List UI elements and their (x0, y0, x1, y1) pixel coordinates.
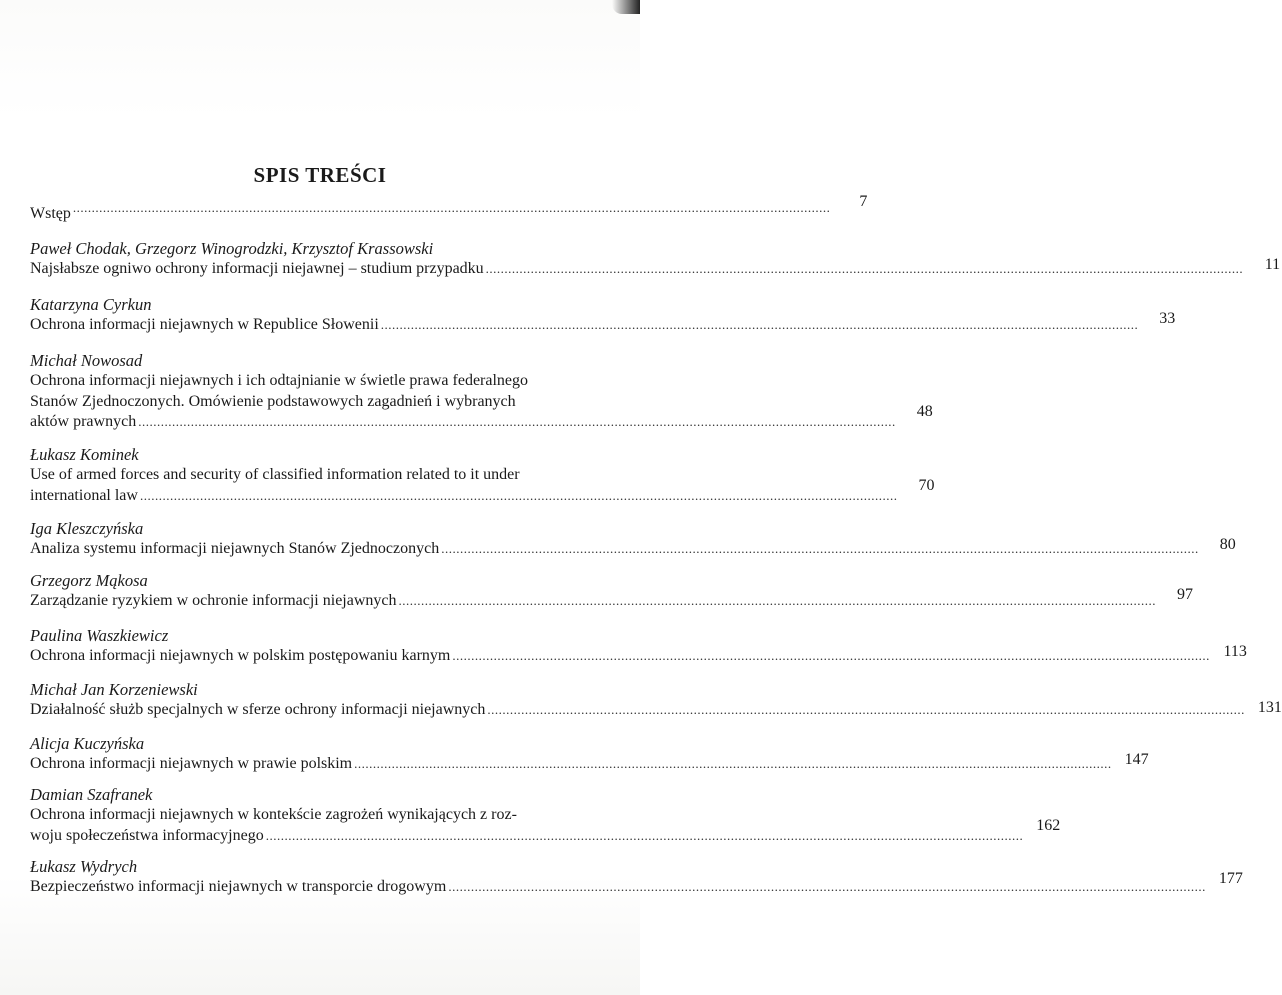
toc-author: Paweł Chodak, Grzegorz Winogrodzki, Krzysztof Krassowski (30, 239, 434, 258)
page-number: 7 (859, 193, 868, 210)
toc-author: Katarzyna Cyrkun (30, 295, 152, 314)
toc-line (30, 193, 868, 225)
toc-line: Ochrona informacji niejawnych w kontekście zagrożeń wynikających z roz- (30, 806, 517, 823)
toc-line (30, 751, 1149, 775)
scan-shadow (612, 0, 640, 14)
toc-author: Łukasz Wydrych (30, 857, 138, 876)
leader-dots: .......................................................................................................................................................................................................... (72, 200, 831, 215)
leader-dots: .......................................................................................................................................................................................................... (441, 541, 1199, 556)
toc-title: Zarządzanie ryzykiem w ochronie informacji niejawnych (30, 592, 397, 609)
toc-title: Najsłabsze ogniwo ochrony informacji niejawnej – studium przypadku (30, 260, 484, 277)
leader-dots: .......................................................................................................................................................................................................... (452, 648, 1210, 663)
toc-line (30, 476, 935, 507)
toc-line (30, 816, 1061, 847)
toc-entry-makosa[interactable] (30, 571, 1193, 612)
page-number: 162 (1036, 816, 1061, 834)
page-number: 33 (1159, 310, 1176, 327)
leader-dots: .......................................................................................................................................................................................................... (265, 827, 1024, 843)
leader-dots: .......................................................................................................................................................................................................... (448, 879, 1206, 894)
toc-entry-kominek[interactable] (30, 445, 935, 506)
toc-entry-intro[interactable] (30, 193, 868, 225)
page-number: 11 (1264, 256, 1281, 273)
leader-dots: .......................................................................................................................................................................................................... (138, 414, 896, 429)
toc-entry-szafranek[interactable] (30, 785, 1061, 846)
leader-dots: .......................................................................................................................................................................................................... (380, 317, 1139, 332)
leader-dots: .......................................................................................................................................................................................................... (354, 756, 1112, 771)
toc-line (30, 586, 1193, 612)
toc-author: Paulina Waszkiewicz (30, 626, 169, 645)
toc-line (30, 699, 1282, 721)
toc-entry-waszkiewicz[interactable] (30, 626, 1247, 667)
leader-dots: .......................................................................................................................................................................................................... (398, 593, 1156, 608)
toc-line (30, 643, 1247, 667)
page-number: 113 (1223, 643, 1247, 660)
toc-title: Analiza systemu informacji niejawnych Stanów Zjednoczonych (30, 540, 440, 557)
toc-author: Michał Jan Korzeniewski (30, 680, 198, 699)
leader-dots: .......................................................................................................................................................................................................... (139, 487, 898, 503)
toc-line (30, 870, 1243, 898)
toc-line (30, 536, 1236, 560)
toc-entry-nowosad[interactable] (30, 351, 933, 433)
toc-title: Bezpieczeństwo informacji niejawnych w transporcie drogowym (30, 878, 447, 895)
toc-title: Ochrona informacji niejawnych w Republice Słowenii (30, 316, 379, 333)
page-number: 97 (1177, 586, 1193, 603)
toc-title: Ochrona informacji niejawnych w polskim postępowaniu karnym (30, 647, 451, 664)
page-number: 70 (918, 476, 935, 494)
toc-entry-korzeniewski[interactable] (30, 680, 1282, 721)
toc-author: Michał Nowosad (30, 351, 143, 370)
toc-title: international law (30, 486, 138, 504)
toc-author: Damian Szafranek (30, 785, 153, 804)
toc-author: Łukasz Kominek (30, 445, 139, 464)
toc-author: Iga Kleszczyńska (30, 519, 144, 538)
toc-entry-kleszczynska[interactable] (30, 519, 1236, 560)
leader-dots: .......................................................................................................................................................................................................... (485, 261, 1244, 276)
toc-line: Ochrona informacji niejawnych i ich odtajnianie w świetle prawa federalnego (30, 372, 529, 389)
toc-title: Działalność służb specjalnych w sferze ochrony informacji niejawnych (30, 701, 486, 718)
toc-line (30, 310, 1176, 336)
toc-author: Alicja Kuczyńska (30, 734, 145, 753)
toc-line (30, 256, 1281, 280)
toc-title: Ochrona informacji niejawnych w prawie polskim (30, 755, 353, 772)
toc-line (30, 403, 933, 433)
toc-entry-wydrych[interactable] (30, 857, 1243, 898)
page-number: 80 (1219, 536, 1236, 553)
page-number: 147 (1124, 751, 1149, 768)
page-number: 131 (1257, 699, 1282, 716)
toc-line: Use of armed forces and security of classified information related to it under (30, 466, 520, 483)
page-number: 48 (916, 403, 933, 420)
page-number: 177 (1218, 870, 1243, 887)
toc-author: Grzegorz Mąkosa (30, 571, 148, 590)
page-title: SPIS TREŚCI (253, 163, 387, 187)
toc-title: aktów prawnych (30, 413, 137, 430)
toc-line: Stanów Zjednoczonych. Omówienie podstawowych zagadnień i wybranych (30, 392, 516, 410)
toc-entry-kuczynska[interactable] (30, 734, 1149, 775)
leader-dots: .......................................................................................................................................................................................................... (487, 702, 1245, 717)
toc-title: Wstęp (30, 205, 71, 222)
toc-title: woju społeczeństwa informacyjnego (30, 826, 264, 844)
toc-entry-cyrkun[interactable] (30, 295, 1176, 336)
toc-entry-chodak[interactable] (30, 239, 1281, 280)
